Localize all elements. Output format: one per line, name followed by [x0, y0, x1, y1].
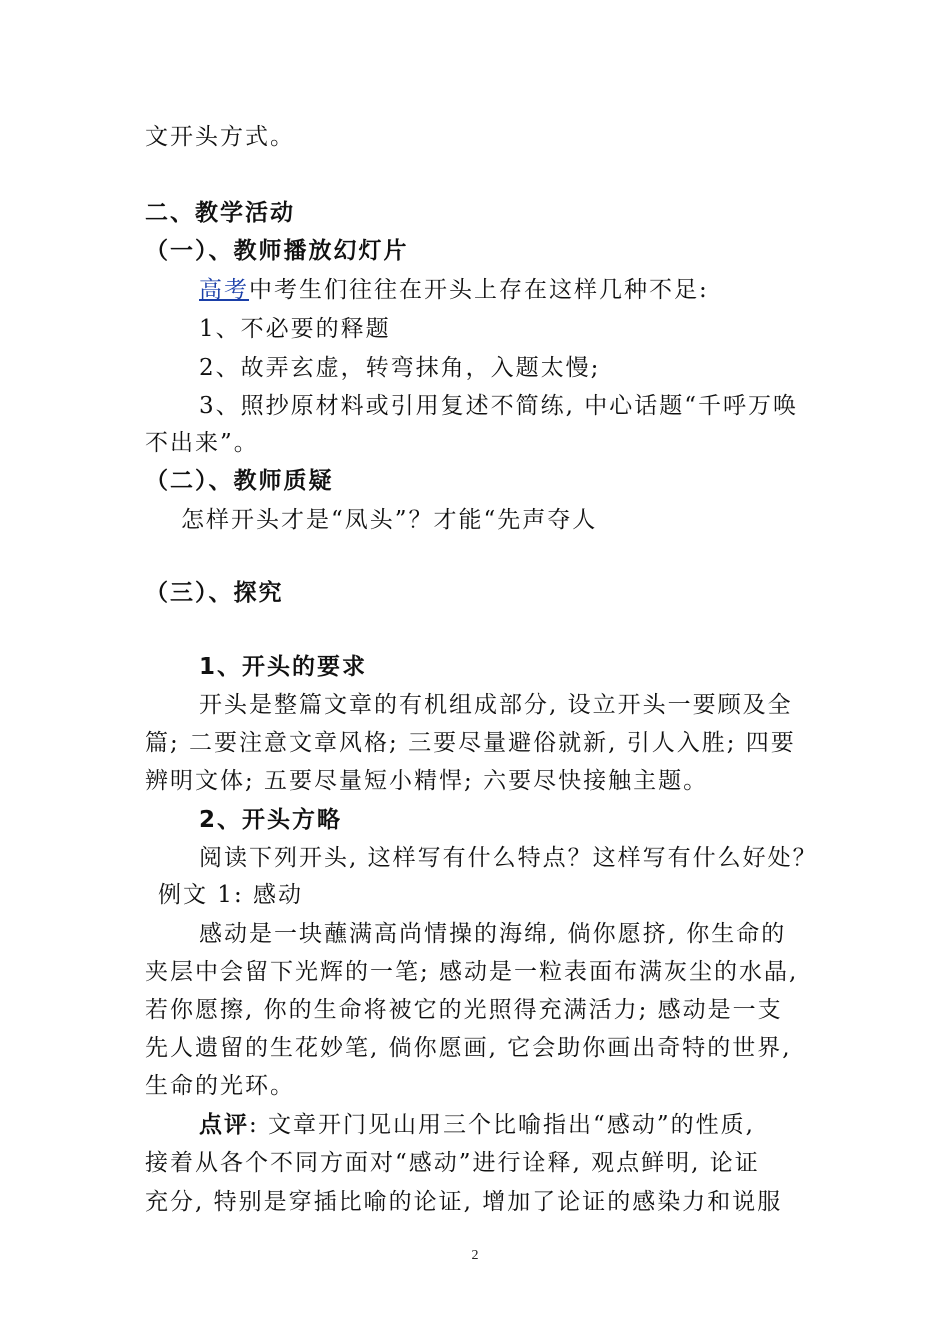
- page-number: 2: [471, 1248, 479, 1263]
- text-line: 文开头方式。: [145, 124, 295, 150]
- list-item-3: 3、照抄原材料或引用复述不简练, 中心话题“千呼万唤: [199, 393, 799, 419]
- list-item-1: 1、不必要的释题: [199, 316, 391, 342]
- list-item-3-continued: 不出来”。: [145, 430, 259, 456]
- example-line: 感动是一块蘸满高尚情操的海绵, 倘你愿挤, 你生命的: [199, 921, 787, 947]
- example-line: 夹层中会留下光辉的一笔; 感动是一粒表面布满灰尘的水晶,: [145, 959, 799, 985]
- paragraph-line: 篇; 二要注意文章风格; 三要尽量避俗就新, 引人入胜; 四要: [145, 730, 796, 756]
- subsection-heading-slides: （一）、教师播放幻灯片: [145, 238, 409, 264]
- list-item-2: 2、故弄玄虚，转弯抹角，入题太慢;: [199, 355, 601, 381]
- section-heading-activity: 二、教学活动: [145, 200, 295, 226]
- heading-strategy: 2、开头方略: [199, 807, 343, 833]
- paragraph-line: 阅读下列开头, 这样写有什么特点？这样写有什么好处？: [199, 845, 818, 871]
- subsection-heading-question: （二）、教师质疑: [145, 468, 334, 494]
- example-line: 生命的光环。: [145, 1073, 295, 1099]
- paragraph-line: 开头是整篇文章的有机组成部分, 设立开头一要顾及全: [199, 692, 793, 718]
- question-line: 怎样开头才是“凤头”？才能“先声夺人: [181, 507, 598, 533]
- comment-line: [199, 1110, 755, 1140]
- text-line-gaokao: [199, 275, 709, 305]
- comment-text: : 文章开门见山用三个比喻指出“感动”的性质,: [249, 1112, 755, 1138]
- heading-requirements: 1、开头的要求: [199, 654, 368, 680]
- example-line: 先人遗留的生花妙笔, 倘你愿画, 它会助你画出奇特的世界,: [145, 1035, 792, 1061]
- gaokao-line-rest: 中考生们往往在开头上存在这样几种不足:: [249, 277, 709, 303]
- paragraph-line: 辨明文体; 五要尽量短小精悍; 六要尽快接触主题。: [145, 768, 709, 794]
- gaokao-link[interactable]: 高考: [199, 277, 249, 303]
- example-line: 若你愿擦, 你的生命将被它的光照得充满活力; 感动是一支: [145, 997, 783, 1023]
- comment-line: 充分, 特别是穿插比喻的论证, 增加了论证的感染力和说服: [145, 1189, 783, 1215]
- comment-line: 接着从各个不同方面对“感动”进行诠释, 观点鲜明, 论证: [145, 1150, 760, 1176]
- subsection-heading-explore: （三）、探究: [145, 580, 284, 606]
- comment-label: 点评: [199, 1112, 249, 1138]
- example-title: 例文 1: 感动: [158, 882, 304, 908]
